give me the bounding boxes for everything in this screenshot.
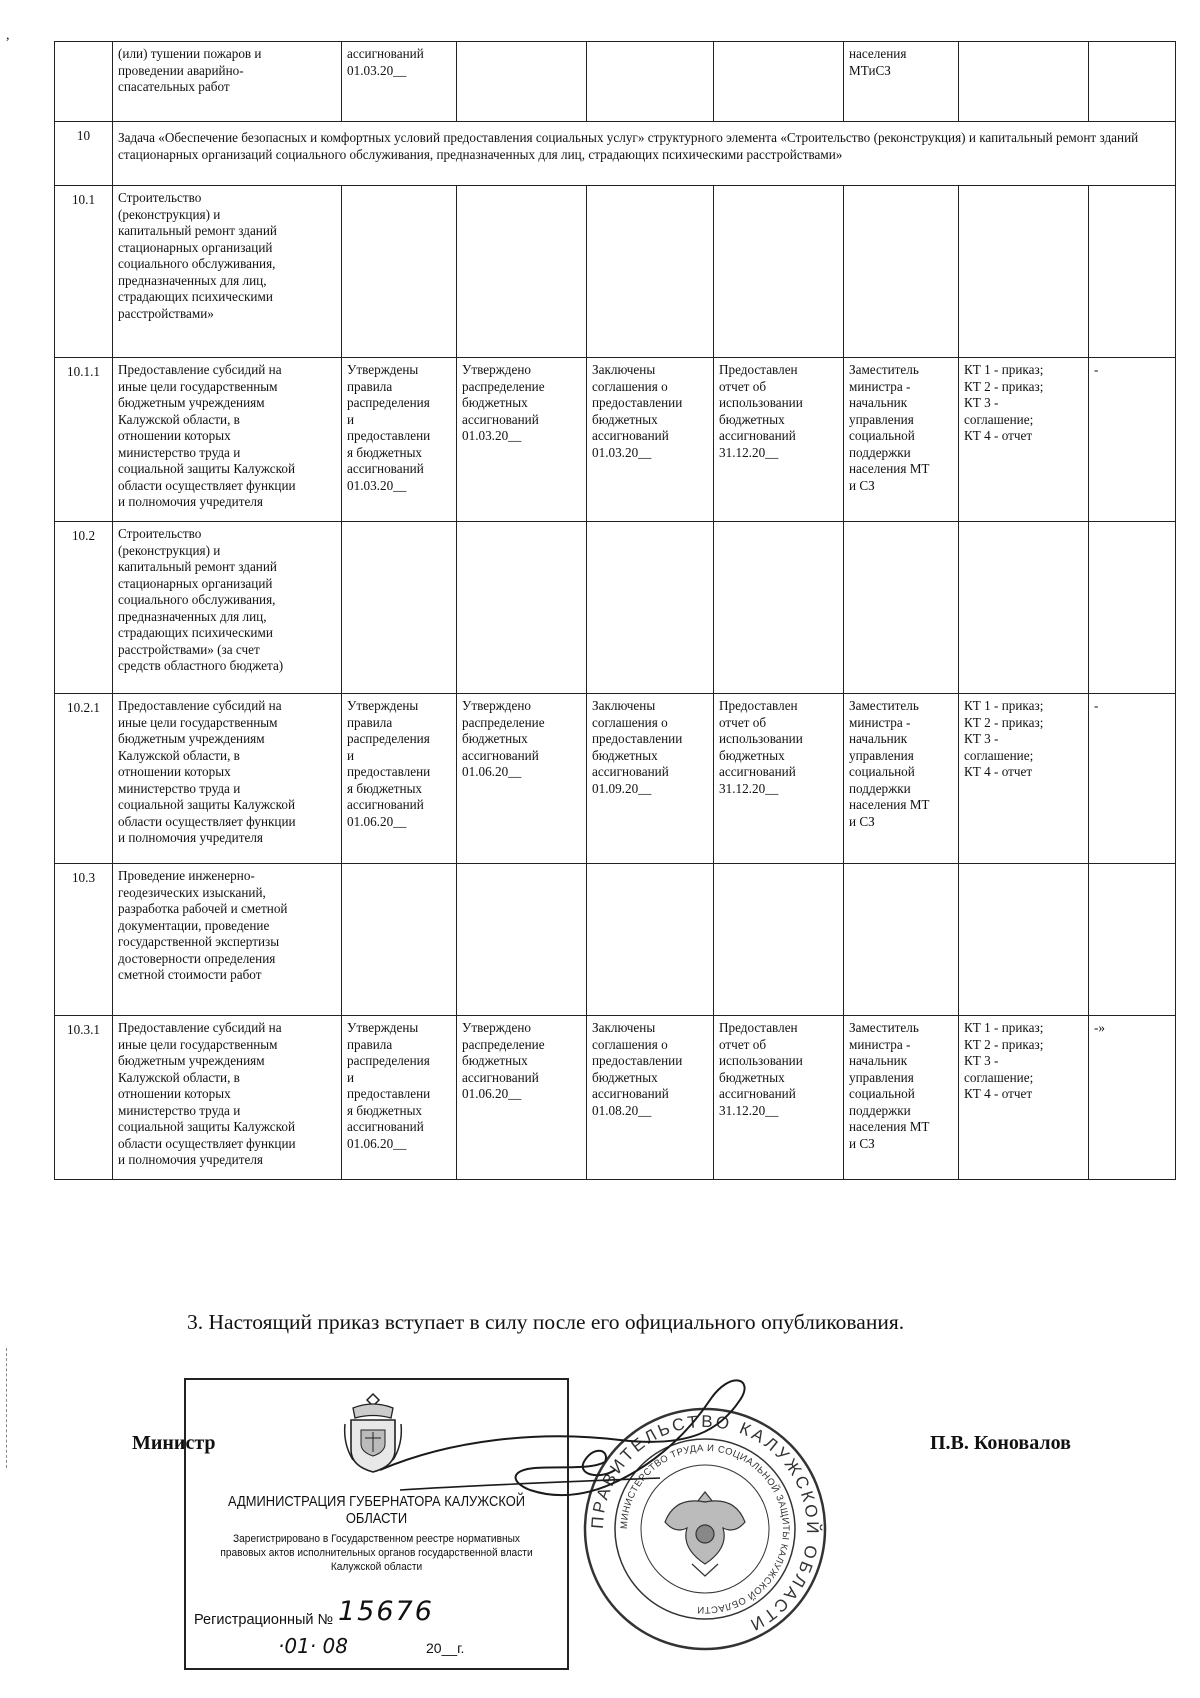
event-name-cell: (или) тушении пожаров и проведении аварийно- спасательных работ	[113, 42, 342, 122]
checkpoint-3-cell	[587, 42, 714, 122]
table-row	[55, 694, 1176, 864]
table-row	[55, 42, 1176, 122]
checkpoint-4-cell	[714, 186, 844, 358]
checkpoint-4-cell	[714, 864, 844, 1016]
checkpoint-4-cell: Предоставлен отчет об использовании бюджетных ассигнований 31.12.20__	[714, 1016, 844, 1180]
responsible-cell: населения МТиСЗ	[844, 42, 959, 122]
event-name-cell: Проведение инженерно- геодезических изысканий, разработка рабочей и сметной документации, проведение государственной экспертизы достоверности определения сметной стоимости работ	[113, 864, 342, 1016]
margin-mark	[6, 1348, 8, 1468]
responsible-cell: Заместитель министра - начальник управления социальной поддержки населения МТ и СЗ	[844, 1016, 959, 1180]
clause-effective-date: 3. Настоящий приказ вступает в силу после его официального опубликования.	[187, 1310, 905, 1334]
signatory-position: Министр	[132, 1432, 216, 1454]
signatory-name: П.В. Коновалов	[930, 1432, 1071, 1454]
event-name-cell: Предоставление субсидий на иные цели государственным бюджетным учреждениям Калужской области, в отношении которых министерство труда и социальной защиты Калужской области осуществляет функции и полномочия учредителя	[113, 694, 342, 864]
seal-outer-text: ПРАВИТЕЛЬСТВО КАЛУЖСКОЙ ОБЛАСТИ	[587, 1411, 823, 1636]
checkpoint-2-cell: Утверждено распределение бюджетных ассигнований 01.06.20__	[457, 694, 587, 864]
row-number: 10.1.1	[55, 358, 113, 522]
checkpoint-4-cell	[714, 42, 844, 122]
responsible-cell: Заместитель министра - начальник управления социальной поддержки населения МТ и СЗ	[844, 694, 959, 864]
checkpoint-1-cell	[342, 522, 457, 694]
confirmation-doc-cell: КТ 1 - приказ; КТ 2 - приказ; КТ 3 - соглашение; КТ 4 - отчет	[959, 1016, 1089, 1180]
event-name-cell: Строительство (реконструкция) и капитальный ремонт зданий стационарных организаций социального обслуживания, предназначенных для лиц, страдающих психическими расстройствами»	[113, 186, 342, 358]
checkpoint-2-cell: Утверждено распределение бюджетных ассигнований 01.06.20__	[457, 1016, 587, 1180]
responsible-cell	[844, 864, 959, 1016]
row-number: 10	[55, 122, 113, 186]
stamp-subtitle: Зарегистрировано в Государственном реестре нормативных правовых актов исполнительных органов государственной власти Калужской области	[220, 1533, 533, 1573]
table-row	[55, 1016, 1176, 1180]
checkpoint-1-cell: ассигнований 01.03.20__	[342, 42, 457, 122]
checkpoint-2-cell: Утверждено распределение бюджетных ассигнований 01.03.20__	[457, 358, 587, 522]
note-cell: -	[1089, 694, 1176, 864]
checkpoint-3-cell: Заключены соглашения о предоставлении бюджетных ассигнований 01.09.20__	[587, 694, 714, 864]
responsible-cell: Заместитель министра - начальник управления социальной поддержки населения МТ и СЗ	[844, 358, 959, 522]
checkpoint-3-cell	[587, 522, 714, 694]
table-body	[55, 42, 1176, 1180]
note-cell	[1089, 522, 1176, 694]
row-number: 10.3.1	[55, 1016, 113, 1180]
checkpoint-3-cell: Заключены соглашения о предоставлении бюджетных ассигнований 01.08.20__	[587, 1016, 714, 1180]
confirmation-doc-cell: КТ 1 - приказ; КТ 2 - приказ; КТ 3 - соглашение; КТ 4 - отчет	[959, 358, 1089, 522]
seal-inner-text: МИНИСТЕРСТВО ТРУДА И СОЦИАЛЬНОЙ ЗАЩИТЫ КАЛУЖСКОЙ ОБЛАСТИ	[618, 1442, 792, 1616]
checkpoint-1-cell	[342, 186, 457, 358]
checkpoint-2-cell	[457, 522, 587, 694]
checkpoint-1-cell: Утверждены правила распределения и предоставлени я бюджетных ассигнований 01.06.20__	[342, 1016, 457, 1180]
table-row	[55, 864, 1176, 1016]
note-cell: -»	[1089, 1016, 1176, 1180]
checkpoint-1-cell: Утверждены правила распределения и предоставлени я бюджетных ассигнований 01.03.20__	[342, 358, 457, 522]
responsible-cell	[844, 186, 959, 358]
row-number	[55, 42, 113, 122]
confirmation-doc-cell	[959, 864, 1089, 1016]
stamp-date: ·01· 08	[278, 1634, 348, 1658]
confirmation-doc-cell	[959, 522, 1089, 694]
checkpoint-1-cell	[342, 864, 457, 1016]
checkpoint-3-cell	[587, 186, 714, 358]
event-name-cell: Предоставление субсидий на иные цели государственным бюджетным учреждениям Калужской области, в отношении которых министерство труда и социальной защиты Калужской области осуществляет функции и полномочия учредителя	[113, 358, 342, 522]
stamp-date-suffix: 20__г.	[426, 1640, 465, 1656]
responsible-cell	[844, 522, 959, 694]
note-cell	[1089, 864, 1176, 1016]
task-row	[55, 122, 1176, 186]
note-cell	[1089, 186, 1176, 358]
stamp-reg-number: 15676	[338, 1596, 434, 1627]
stamp-reg-label: Регистрационный №	[194, 1612, 334, 1628]
checkpoint-4-cell: Предоставлен отчет об использовании бюджетных ассигнований 31.12.20__	[714, 358, 844, 522]
checkpoint-3-cell	[587, 864, 714, 1016]
checkpoint-2-cell	[457, 864, 587, 1016]
row-number: 10.2.1	[55, 694, 113, 864]
corner-mark: ,	[6, 28, 10, 43]
task-description: Задача «Обеспечение безопасных и комфортных условий предоставления социальных услуг» структурного элемента «Строительство (реконструкция) и капитальный ремонт зданий стационарных организаций социального обслуживания, предназначенных для лиц, страдающих психическими расстройствами»	[113, 122, 1176, 186]
confirmation-doc-cell	[959, 186, 1089, 358]
checkpoint-4-cell: Предоставлен отчет об использовании бюджетных ассигнований 31.12.20__	[714, 694, 844, 864]
table-row	[55, 522, 1176, 694]
stamp-title: АДМИНИСТРАЦИЯ ГУБЕРНАТОРА КАЛУЖСКОЙ ОБЛАСТИ	[227, 1493, 526, 1527]
confirmation-doc-cell: КТ 1 - приказ; КТ 2 - приказ; КТ 3 - соглашение; КТ 4 - отчет	[959, 694, 1089, 864]
checkpoint-3-cell: Заключены соглашения о предоставлении бюджетных ассигнований 01.03.20__	[587, 358, 714, 522]
event-name-cell: Строительство (реконструкция) и капитальный ремонт зданий стационарных организаций социального обслуживания, предназначенных для лиц, страдающих психическими расстройствами» (за счет средств областного бюджета)	[113, 522, 342, 694]
table-row	[55, 186, 1176, 358]
event-name-cell: Предоставление субсидий на иные цели государственным бюджетным учреждениям Калужской области, в отношении которых министерство труда и социальной защиты Калужской области осуществляет функции и полномочия учредителя	[113, 1016, 342, 1180]
confirmation-doc-cell	[959, 42, 1089, 122]
row-number: 10.2	[55, 522, 113, 694]
handwritten-signature	[360, 1370, 780, 1550]
note-cell	[1089, 42, 1176, 122]
row-number: 10.1	[55, 186, 113, 358]
plan-table	[54, 41, 1176, 1180]
note-cell: -	[1089, 358, 1176, 522]
checkpoint-2-cell	[457, 186, 587, 358]
checkpoint-1-cell: Утверждены правила распределения и предоставлени я бюджетных ассигнований 01.06.20__	[342, 694, 457, 864]
checkpoint-2-cell	[457, 42, 587, 122]
table-row	[55, 358, 1176, 522]
checkpoint-4-cell	[714, 522, 844, 694]
row-number: 10.3	[55, 864, 113, 1016]
